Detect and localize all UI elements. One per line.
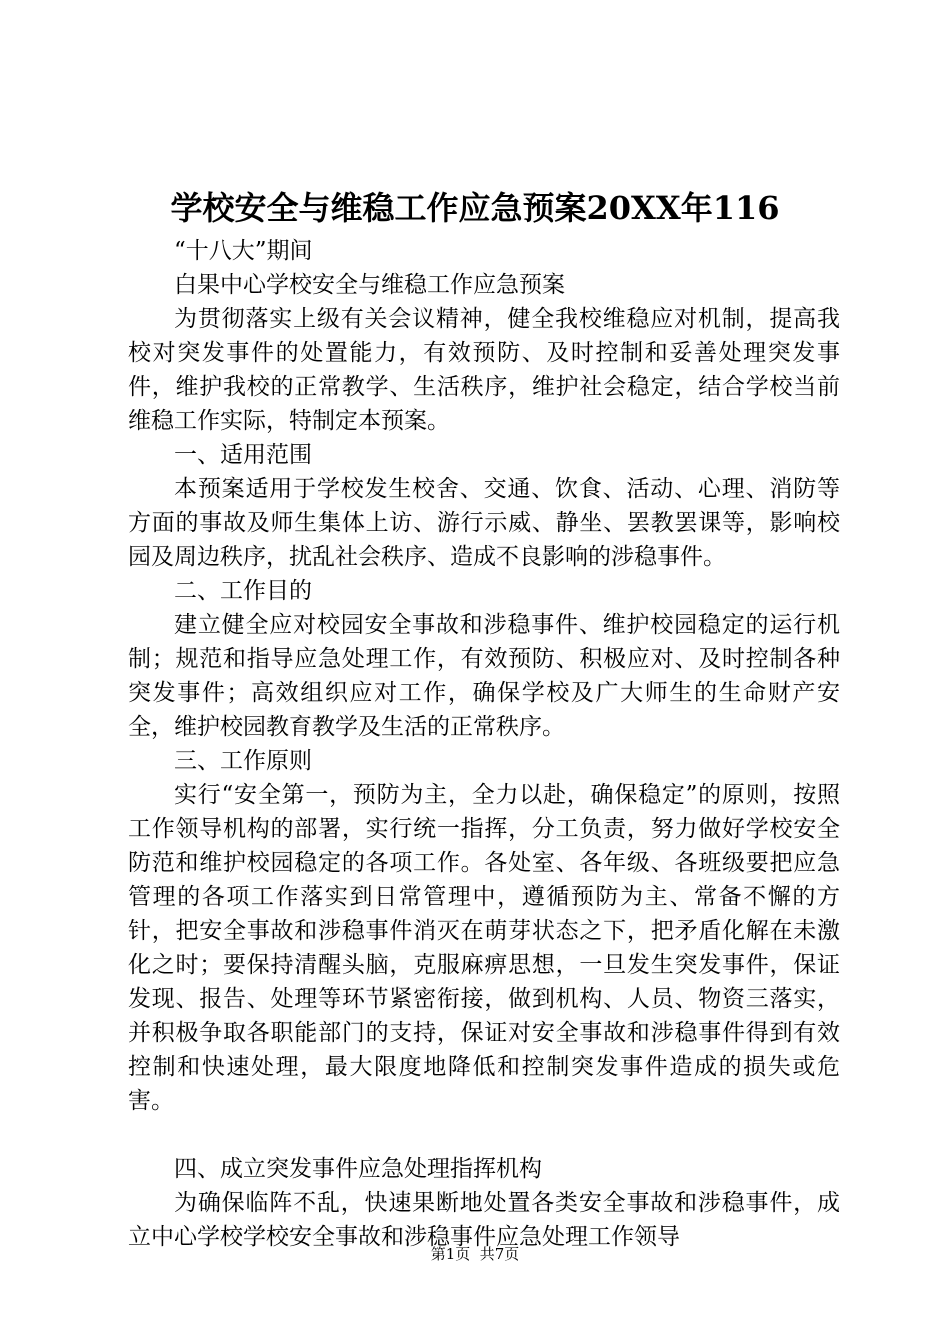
paragraph-period: “十八大”期间 xyxy=(174,238,313,264)
document-title: 学校安全与维稳工作应急预案20XX年116 xyxy=(170,189,780,227)
paragraph-scope: 本预案适用于学校发生校舍、交通、饮食、活动、心理、消防等方面的事故及师生集体上访、游行示威、静坐、罢教罢课等，影响校园及周边秩序，扰乱社会秩序、造成不良影响的涉稳事件。 xyxy=(128,476,840,570)
paragraph-command: 为确保临阵不乱，快速果断地处置各类安全事故和涉稳事件，成立中心学校学校安全事故和涉稳事件应急处理工作领导 xyxy=(128,1190,840,1250)
section-heading-purpose: 二、工作目的 xyxy=(174,578,312,604)
page-number-footer: 第1页 共7页 xyxy=(430,1245,520,1263)
paragraph-purpose: 建立健全应对校园安全事故和涉稳事件、维护校园稳定的运行机制；规范和指导应急处理工作，有效预防、积极应对、及时控制各种突发事件；高效组织应对工作，确保学校及广大师生的生命财产安全，维护校园教育教学及生活的正常秩序。 xyxy=(128,612,840,740)
paragraph-plan-name: 白果中心学校安全与维稳工作应急预案 xyxy=(174,272,565,298)
paragraph-principles: 实行“安全第一，预防为主，全力以赴，确保稳定”的原则，按照工作领导机构的部署，实行统一指挥，分工负责，努力做好学校安全防范和维护校园稳定的各项工作。各处室、各年级、各班级要把应急管理的各项工作落实到日常管理中，遵循预防为主、常备不懈的方针，把安全事故和涉稳事件消灭在萌芽状态之下，把矛盾化解在未激化之时；要保持清醒头脑，克服麻痹思想，一旦发生突发事件，保证发现、报告、处理等环节紧密衔接，做到机构、人员、物资三落实，并积极争取各职能部门的支持，保证对安全事故和涉稳事件得到有效控制和快速处理，最大限度地降低和控制突发事件造成的损失或危害。 xyxy=(128,782,840,1114)
section-heading-principles: 三、工作原则 xyxy=(174,748,312,774)
section-heading-scope: 一、适用范围 xyxy=(174,442,312,468)
paragraph-intro: 为贯彻落实上级有关会议精神，健全我校维稳应对机制，提高我校对突发事件的处置能力，有效预防、及时控制和妥善处理突发事件，维护我校的正常教学、生活秩序，维护社会稳定，结合学校当前维稳工作实际，特制定本预案。 xyxy=(128,306,840,434)
document-body xyxy=(128,234,840,1254)
section-heading-command: 四、成立突发事件应急处理指挥机构 xyxy=(174,1156,542,1182)
